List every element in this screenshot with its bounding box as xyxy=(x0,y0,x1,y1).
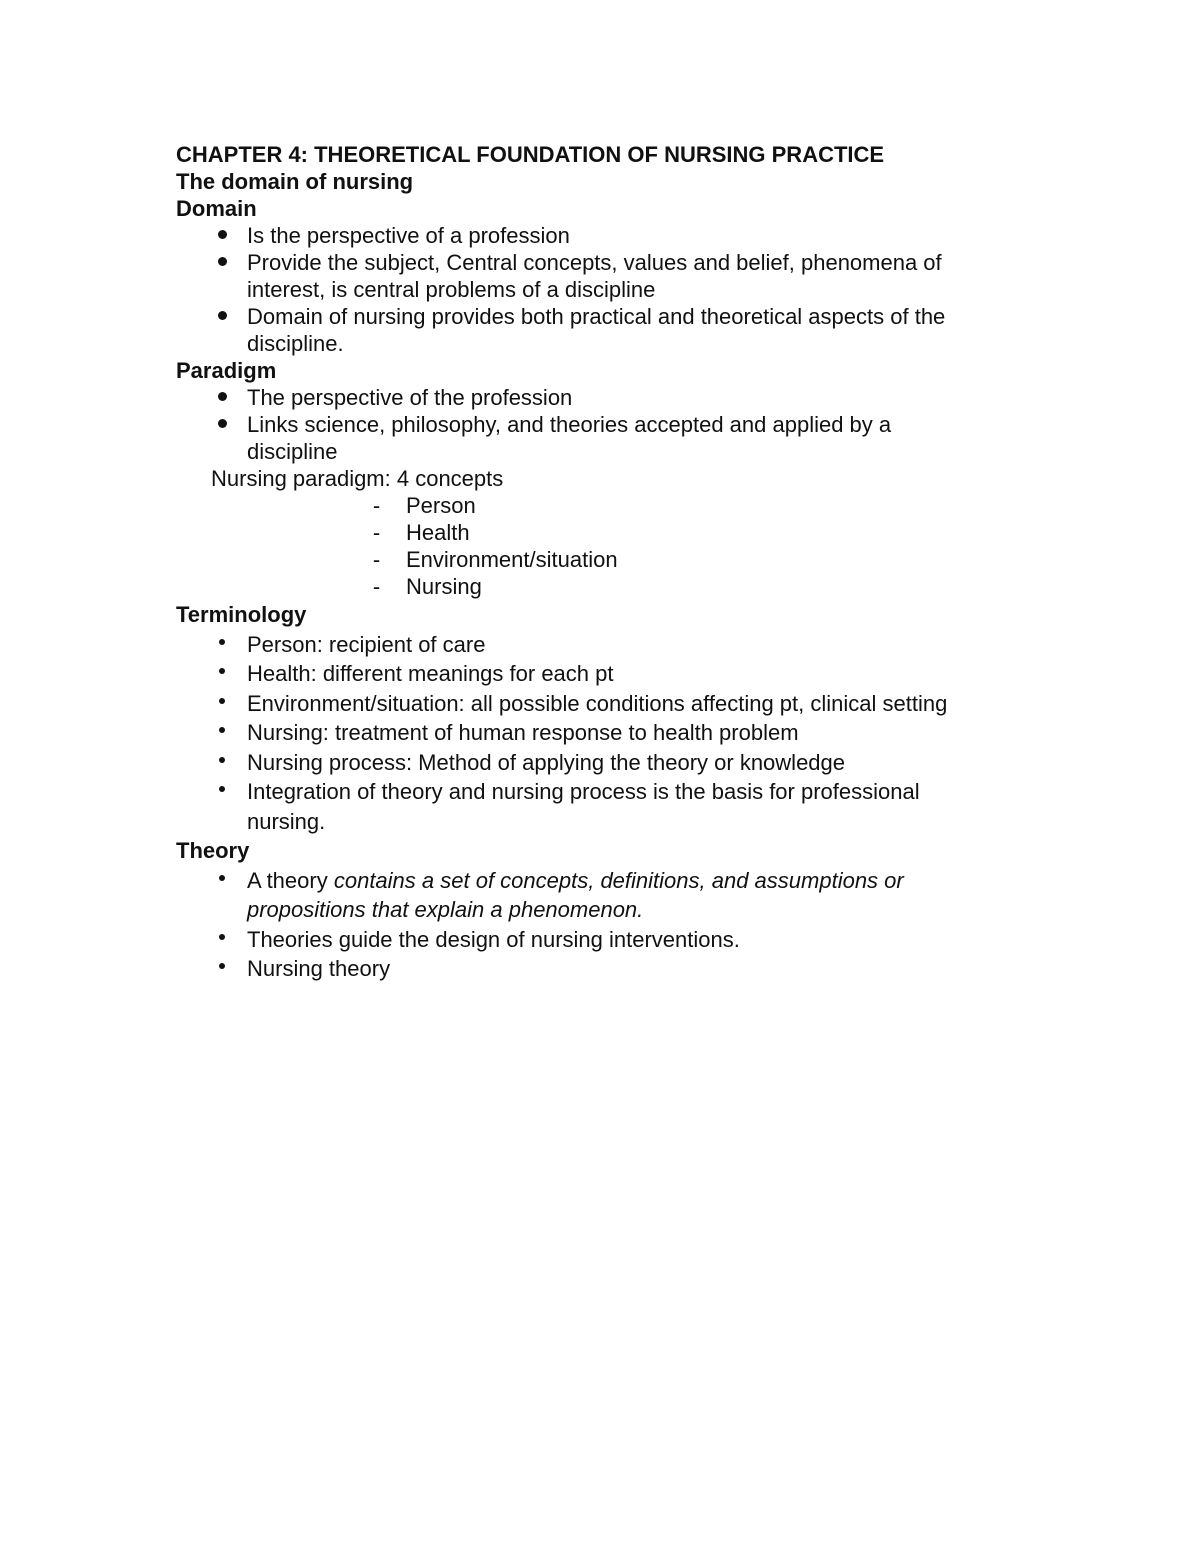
chapter-title: CHAPTER 4: THEORETICAL FOUNDATION OF NURSING PRACTICE xyxy=(176,142,885,167)
document-page xyxy=(176,141,1036,984)
list-item: Health: different meanings for each pt xyxy=(176,659,1036,689)
list-item: Nursing process: Method of applying the theory or knowledge xyxy=(176,748,1036,778)
list-item: Provide the subject, Central concepts, values and belief, phenomena of interest, is central problems of a discipline xyxy=(176,249,1036,303)
bullet-icon xyxy=(212,718,232,744)
bullet-icon xyxy=(212,748,232,774)
bullet-icon xyxy=(212,630,232,656)
list-item: The perspective of the profession xyxy=(176,384,1036,411)
list-item: Integration of theory and nursing process is the basis for professional nursing. xyxy=(176,777,1036,836)
dash-marker: - xyxy=(372,520,381,545)
list-item: Person: recipient of care xyxy=(176,630,1036,660)
dash-marker: - xyxy=(372,547,381,572)
list-item: Is the perspective of a profession xyxy=(176,222,1036,249)
theory-heading: Theory xyxy=(176,838,250,863)
list-item: Links science, philosophy, and theories accepted and applied by a discipline xyxy=(176,411,1036,465)
list-item: A theory contains a set of concepts, definitions, and assumptions or propositions that explain a phenomenon. xyxy=(176,866,1036,925)
concept-item: - Nursing xyxy=(176,573,1036,600)
dash-marker: - xyxy=(372,574,381,599)
terminology-section xyxy=(176,600,1036,984)
bullet-icon xyxy=(212,777,232,803)
bullet-icon xyxy=(212,925,232,951)
concept-item: - Person xyxy=(176,492,1036,519)
paradigm-concepts-label: Nursing paradigm: 4 concepts xyxy=(211,466,504,491)
bullet-icon xyxy=(212,222,232,248)
list-item: Environment/situation: all possible conditions affecting pt, clinical setting xyxy=(176,689,1036,719)
bullet-icon xyxy=(212,411,232,437)
dash-marker: - xyxy=(372,493,381,518)
concept-item: - Health xyxy=(176,519,1036,546)
bullet-icon xyxy=(212,866,232,892)
section-subtitle: The domain of nursing xyxy=(176,169,414,194)
bullet-icon xyxy=(212,303,232,329)
bullet-icon xyxy=(212,659,232,685)
domain-heading: Domain xyxy=(176,196,257,221)
list-item: Nursing theory xyxy=(176,954,1036,984)
list-item: Theories guide the design of nursing interventions. xyxy=(176,925,1036,955)
paradigm-heading: Paradigm xyxy=(176,358,277,383)
list-item: Domain of nursing provides both practical and theoretical aspects of the discipline. xyxy=(176,303,1036,357)
concept-item: - Environment/situation xyxy=(176,546,1036,573)
list-item: Nursing: treatment of human response to health problem xyxy=(176,718,1036,748)
bullet-icon xyxy=(212,954,232,980)
bullet-icon xyxy=(212,384,232,410)
bullet-icon xyxy=(212,249,232,275)
bullet-icon xyxy=(212,689,232,715)
terminology-heading: Terminology xyxy=(176,602,307,627)
